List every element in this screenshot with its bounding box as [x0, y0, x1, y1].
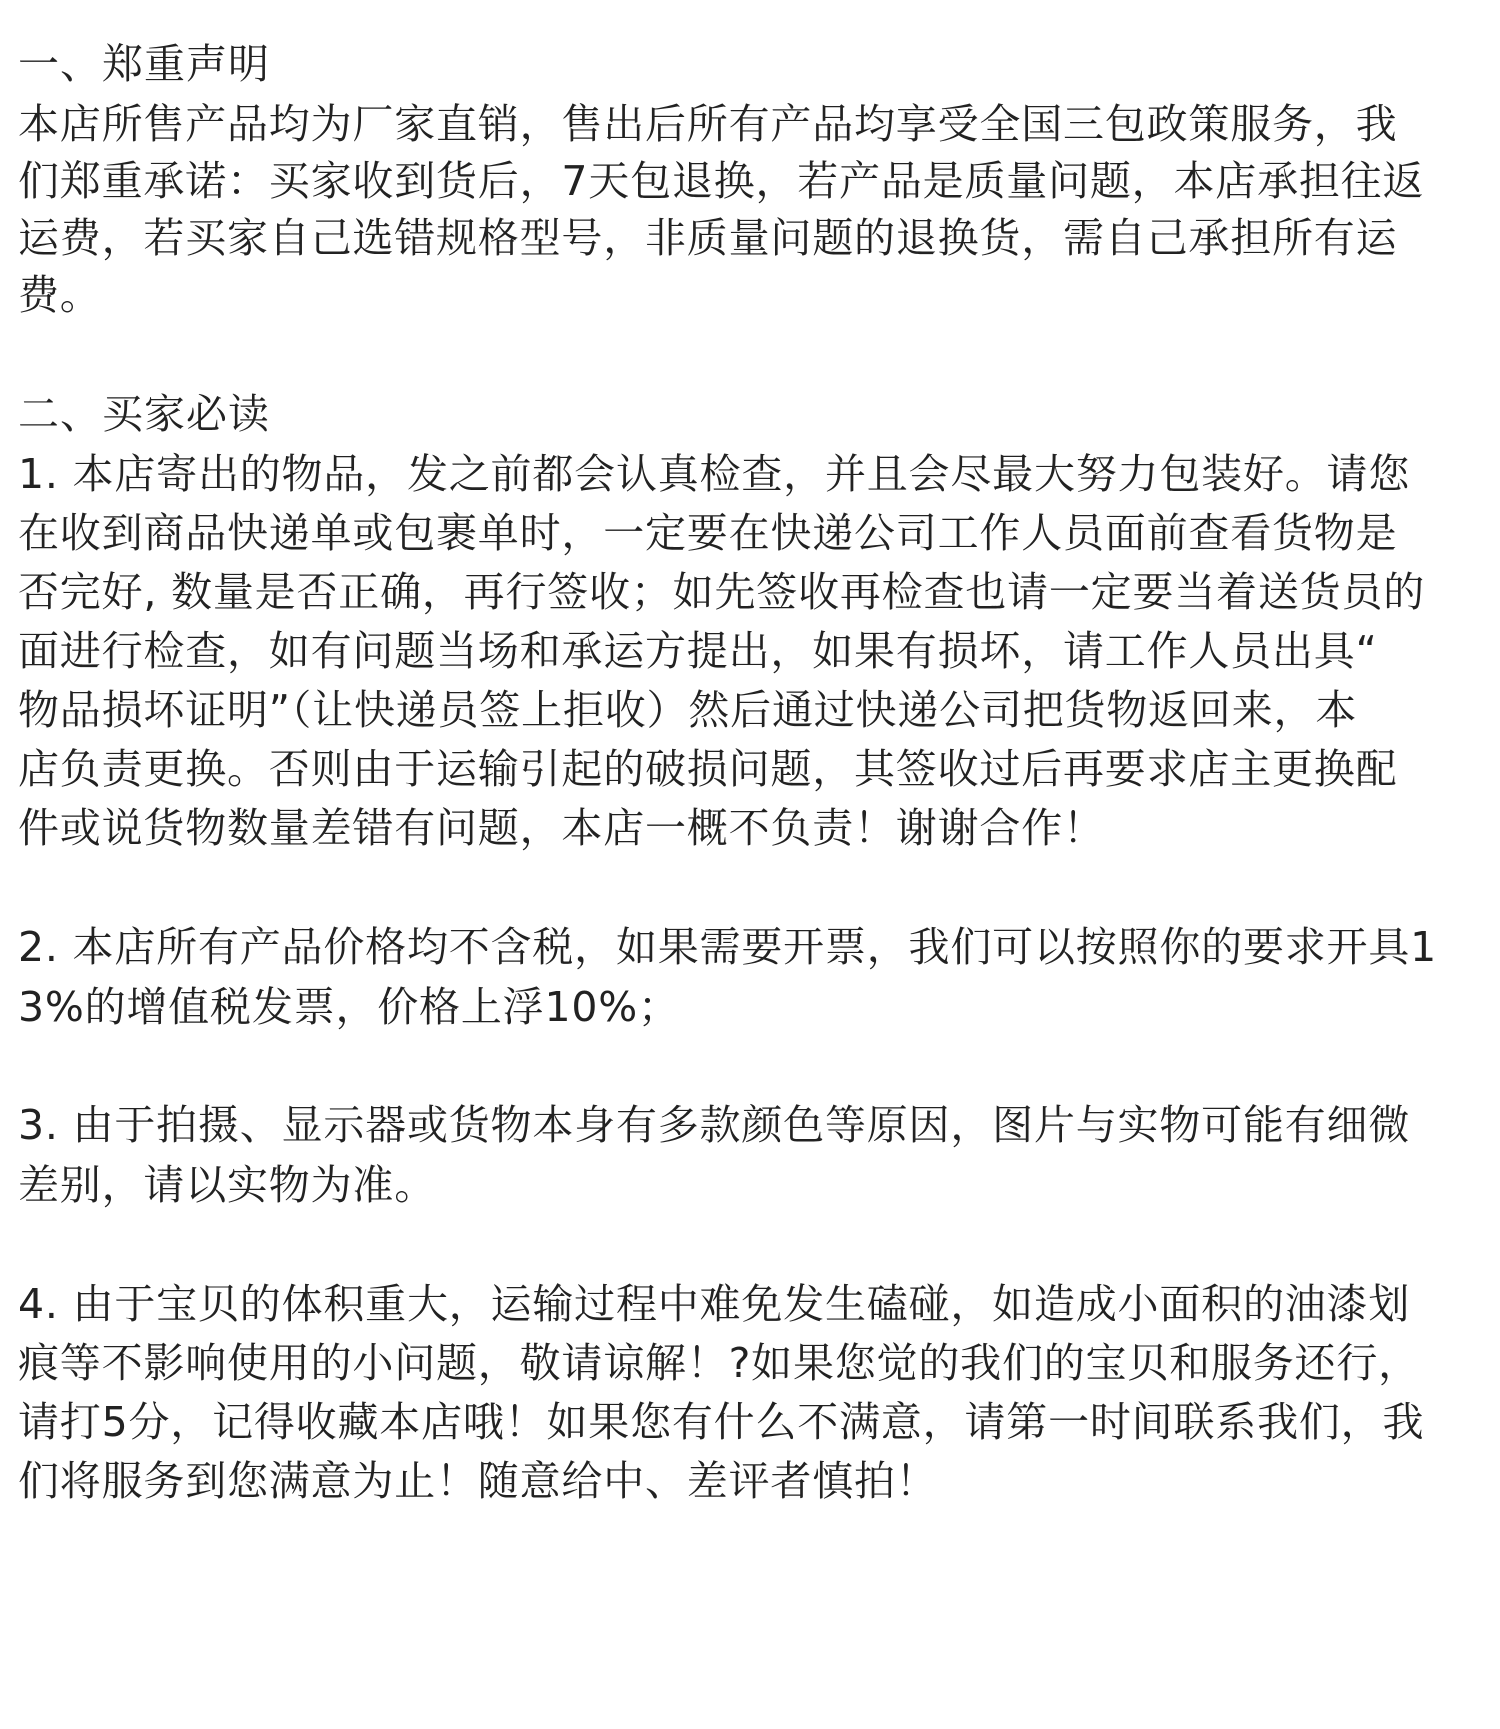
item3-line: 差别，请以实物为准。 [18, 1161, 436, 1209]
item1-line: 物品损坏证明”（让快递员签上拒收）然后通过快递公司把货物返回来，本 [18, 686, 1358, 734]
item2-line: 2. 本店所有产品价格均不含税，如果需要开票，我们可以按照你的要求开具1 [18, 923, 1438, 971]
section1-line: 们郑重承诺：买家收到货后，7天包退换，若产品是质量问题，本店承担往返 [18, 157, 1425, 205]
item1-line: 面进行检查，如有问题当场和承运方提出，如果有损坏，请工作人员出具“ [18, 627, 1378, 675]
item3-line: 3. 由于拍摄、显示器或货物本身有多款颜色等原因，图片与实物可能有细微 [18, 1101, 1411, 1149]
item4-line: 们将服务到您满意为止！随意给中、差评者慎拍！ [18, 1457, 938, 1505]
section2-heading: 二、买家必读 [18, 390, 270, 438]
item1-line: 店负责更换。否则由于运输引起的破损问题，其签收过后再要求店主更换配 [18, 745, 1398, 793]
item1-line: 否完好, 数量是否正确，再行签收；如先签收再检查也请一定要当着送货员的 [18, 568, 1426, 616]
item4-line: 痕等不影响使用的小问题，敬请谅解！?如果您觉的我们的宝贝和服务还行， [18, 1339, 1420, 1387]
item1-line: 1. 本店寄出的物品，发之前都会认真检查，并且会尽最大努力包装好。请您 [18, 450, 1411, 498]
section1-heading: 一、郑重声明 [18, 40, 270, 88]
item4-line: 请打5分，记得收藏本店哦！如果您有什么不满意，请第一时间联系我们，我 [18, 1398, 1425, 1446]
section1-line: 费。 [18, 271, 102, 319]
item2-line: 3%的增值税发票，价格上浮10%； [18, 983, 680, 1031]
item1-line: 在收到商品快递单或包裹单时，一定要在快递公司工作人员面前查看货物是 [18, 509, 1398, 557]
item4-line: 4. 由于宝贝的体积重大，运输过程中难免发生磕碰，如造成小面积的油漆划 [18, 1280, 1411, 1328]
section1-line: 本店所售产品均为厂家直销，售出后所有产品均享受全国三包政策服务，我 [18, 100, 1398, 148]
item1-line: 件或说货物数量差错有问题，本店一概不负责！谢谢合作！ [18, 804, 1105, 852]
section1-line: 运费，若买家自己选错规格型号，非质量问题的退换货，需自己承担所有运 [18, 214, 1398, 262]
